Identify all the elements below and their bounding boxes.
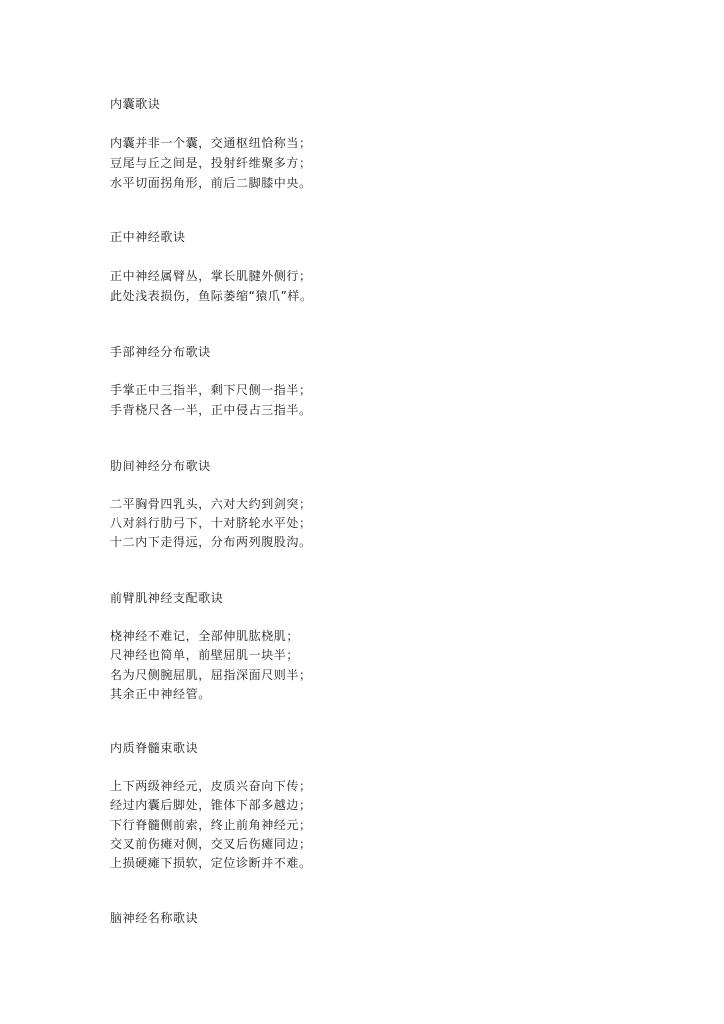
verse-line: 手掌正中三指半，剩下尺侧一指半； — [110, 383, 312, 397]
verse-line: 桡神经不难记，全部伸肌肱桡肌； — [110, 629, 300, 643]
verse-line: 手背桡尺各一半，正中侵占三指半。 — [110, 403, 312, 417]
verse-line: 豆尾与丘之间是，投射纤维聚多方； — [110, 156, 312, 170]
verse-line: 经过内囊后脚处，锥体下部多越边； — [110, 798, 312, 812]
section-title: 肋间神经分布歌诀 — [110, 459, 211, 473]
section-title: 正中神经歌诀 — [110, 230, 186, 244]
verse-line: 正中神经属臂丛，掌长肌腱外侧行； — [110, 269, 312, 283]
verse-line: 下行脊髓侧前索，终止前角神经元； — [110, 818, 312, 832]
verse-line: 内囊并非一个囊，交通枢纽恰称当； — [110, 136, 312, 150]
verse-line: 其余正中神经管。 — [110, 687, 211, 701]
section-title: 内质脊髓束歌诀 — [110, 741, 199, 755]
verse-line: 名为尺侧腕屈肌，屈指深面尺则半； — [110, 668, 312, 682]
section-title: 前臂肌神经支配歌诀 — [110, 591, 224, 605]
section-title: 内囊歌诀 — [110, 97, 161, 111]
verse-line: 交叉前伤瘫对侧，交叉后伤瘫同边； — [110, 837, 312, 851]
verse-line: 二平胸骨四乳头，六对大约到剑突； — [110, 497, 312, 511]
verse-line: 八对斜行肋弓下，十对脐轮水平处； — [110, 516, 312, 530]
verse-line: 上下两级神经元，皮质兴奋向下传； — [110, 779, 312, 793]
section-title: 手部神经分布歌诀 — [110, 345, 211, 359]
verse-line: 水平切面拐角形，前后二脚膝中央。 — [110, 176, 312, 190]
verse-line: 此处浅表损伤，鱼际萎缩“猿爪”样。 — [110, 289, 313, 303]
section-title: 脑神经名称歌诀 — [110, 911, 199, 925]
verse-line: 上损硬瘫下损软，定位诊断并不难。 — [110, 856, 312, 870]
verse-line: 尺神经也简单，前壁屈肌一块半； — [110, 648, 300, 662]
verse-line: 十二内下走得远，分布两列腹股沟。 — [110, 535, 312, 549]
